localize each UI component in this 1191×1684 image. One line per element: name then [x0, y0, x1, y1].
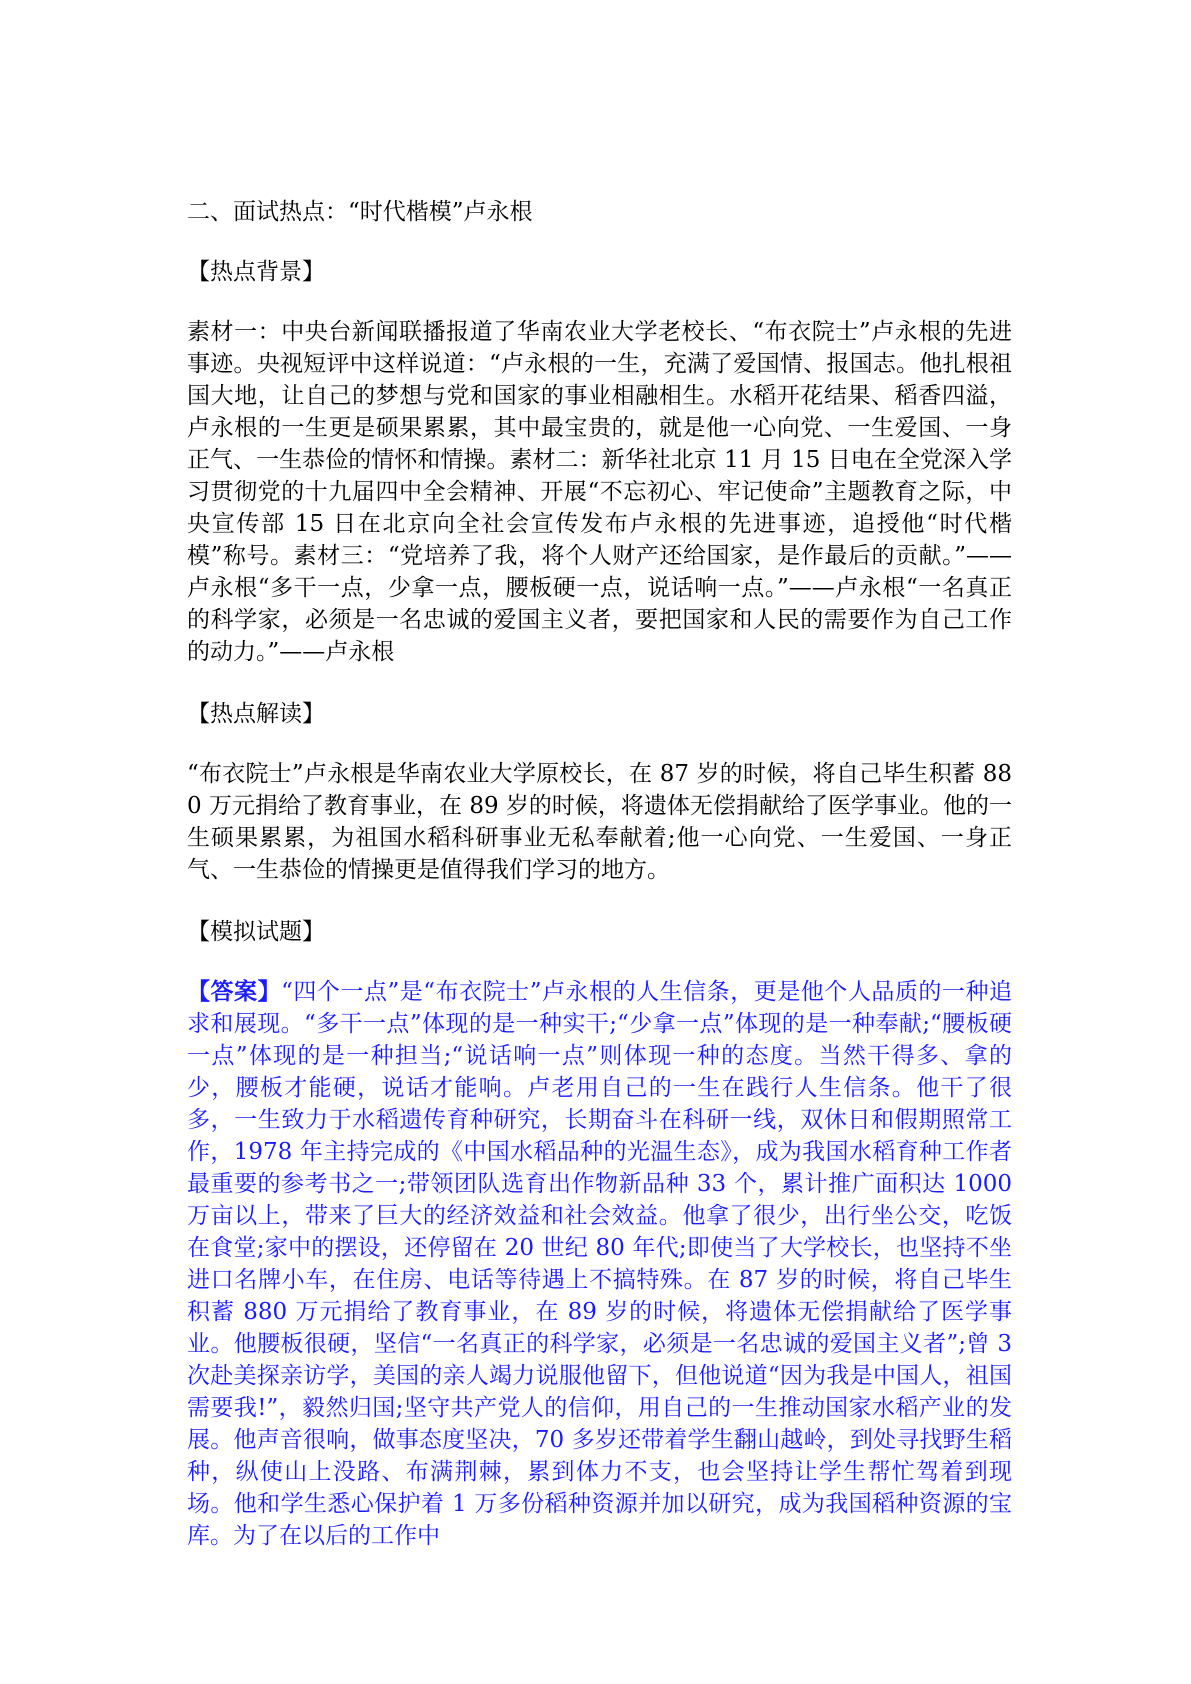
document-title: 二、面试热点：“时代楷模”卢永根 — [187, 199, 533, 225]
document-content — [187, 196, 1012, 1552]
answer-text: “四个一点”是“布衣院士”卢永根的人生信条，更是他个人品质的一种追求和展现。“多干一点”体现的是一种实干;“少拿一点”体现的是一种奉献;“腰板硬一点”体现的是一种担当;“说话响一点”则体现一种的态度。当然干得多、拿的少，腰板才能硬，说话才能响。卢老用自己的一生在践行人生信条。他干了很多，一生致力于水稻遗传育种研究，长期奋斗在科研一线，双休日和假期照常工作，1978 年主持完成的《中国水稻品种的光温生态》，成为我国水稻育种工作者最重要的参考书之一;带领团队选育出作物新品种 33 个，累计推广面积达 1000 万亩以上，带来了巨大的经济效益和社会效益。他拿了很少，出行坐公交，吃饭在食堂;家中的摆设，还停留在 20 世纪 80 年代;即使当了大学校长，也坚持不坐进口名牌小车，在住房、电话等待遇上不搞特殊。在 87 岁的时候，将自己毕生积蓄 880 万元捐给了教育事业，在 89 岁的时候，将遗体无偿捐献给了医学事业。他腰板很硬，坚信“一名真正的科学家，必须是一名忠诚的爱国主义者”;曾 3 次赴美探亲访学，美国的亲人竭力说服他留下，但他说道“因为我是中国人，祖国需要我!”，毅然归国;坚守共产党人的信仰，用自己的一生推动国家水稻产业的发展。他声音很响，做事态度坚决，70 多岁还带着学生翻山越岭，到处寻找野生稻种，纵使山上没路、布满荆棘，累到体力不支，也会坚持让学生帮忙驾着到现场。他和学生悉心保护着 1 万多份稻种资源并加以研究，成为我国稻种资源的宝库。为了在以后的工作中 — [187, 979, 1012, 1549]
answer-label: 【答案】 — [187, 978, 282, 1005]
background-heading: 【热点背景】 — [187, 259, 325, 285]
answer-paragraph — [187, 976, 1012, 1552]
interpretation-heading: 【热点解读】 — [187, 701, 325, 727]
interpretation-text: “布衣院士”卢永根是华南农业大学原校长，在 87 岁的时候，将自己毕生积蓄 880 万元捐给了教育事业，在 89 岁的时候，将遗体无偿捐献给了医学事业。他的一生硕果累累，为祖国水稻科研事业无私奉献着;他一心向党、一生爱国、一身正气、一生恭俭的情操更是值得我们学习的地方。 — [187, 761, 1012, 883]
background-text: 素材一：中央台新闻联播报道了华南农业大学老校长、“布衣院士”卢永根的先进事迹。央视短评中这样说道：“卢永根的一生，充满了爱国情、报国志。他扎根祖国大地，让自己的梦想与党和国家的事业相融相生。水稻开花结果、稻香四溢，卢永根的一生更是硕果累累，其中最宝贵的，就是他一心向党、一生爱国、一身正气、一生恭俭的情怀和情操。素材二：新华社北京 11 月 15 日电在全党深入学习贯彻党的十九届四中全会精神、开展“不忘初心、牢记使命”主题教育之际，中央宣传部 15 日在北京向全社会宣传发布卢永根的先进事迹，追授他“时代楷模”称号。素材三：“党培养了我，将个人财产还给国家，是作最后的贡献。”——卢永根“多干一点，少拿一点，腰板硬一点，说话响一点。”——卢永根“一名真正的科学家，必须是一名忠诚的爱国主义者，要把国家和人民的需要作为自己工作的动力。”——卢永根 — [187, 319, 1012, 665]
mock-question-heading: 【模拟试题】 — [187, 919, 325, 945]
